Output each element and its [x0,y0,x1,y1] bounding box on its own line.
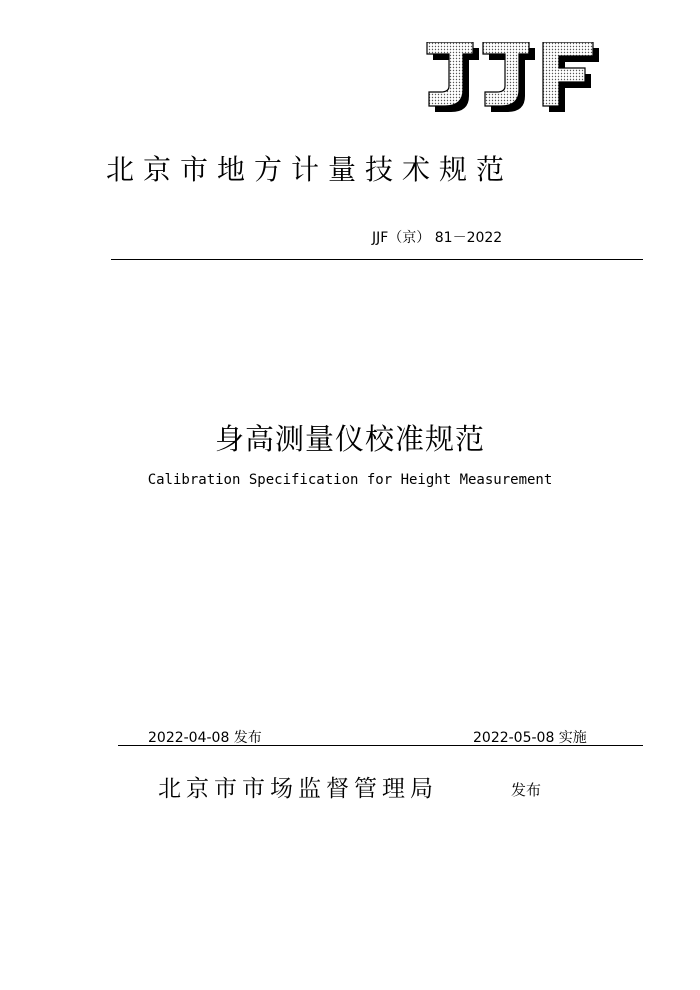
implementation-date: 2022-05-08 实施 [473,730,587,746]
title-chinese: 身高测量仪校准规范 [214,422,485,456]
document-code: JJF（京） 81－2022 [372,230,503,246]
bottom-rule [118,745,643,746]
publisher-suffix: 发布 [511,781,542,799]
title-english: Calibration Specification for Height Measurement [147,472,553,488]
publisher-name: 北京市市场监督管理局 [158,776,438,802]
jjf-logo [425,42,601,114]
issue-date: 2022-04-08 发布 [148,730,262,746]
top-rule [111,259,643,260]
authority-title: 北京市地方计量技术规范 [106,153,514,186]
